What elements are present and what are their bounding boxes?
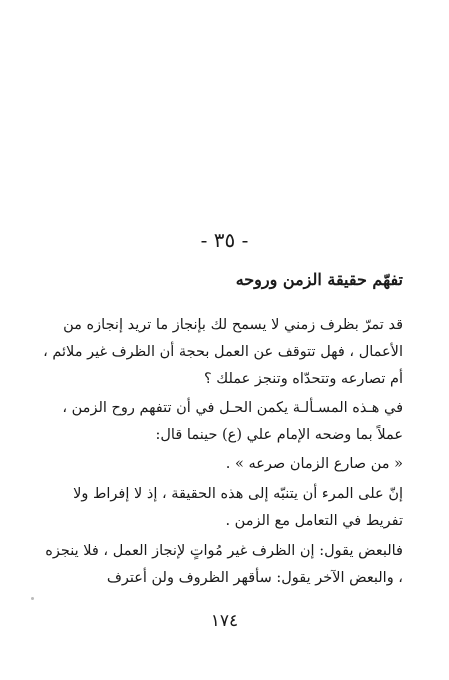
section-number: - ٣٥ -: [200, 228, 249, 252]
scan-dot: [31, 597, 34, 600]
quote-paragraph: « من صارع الزمان صرعه » .: [225, 456, 403, 472]
paragraph-5: فالبعض يقول: إن الظرف غير مُواتٍ لإنجاز العمل ، فلا ينجزه ، والبعض الآخر يقول: سأقهر الظروف ولن أعترف: [45, 543, 403, 586]
paragraph-4: إنّ على المرء أن يتنبّه إلى هذه الحقيقة ، إذ لا إفراط ولا تفريط في التعامل مع الزمن .: [73, 486, 403, 529]
section-heading: تفهّم حقيقة الزمن وروحه: [235, 270, 403, 289]
page-number: ١٧٤: [210, 611, 239, 631]
paragraph-1: قد تمرّ بظرف زمني لا يسمح لك بإنجاز ما تريد إنجازه من الأعمال ، فهل تتوقف عن العمل بحجة أن الظرف غير ملائم ، أم تصارعه وتتحدّاه وتنجز عملك ؟: [43, 317, 403, 387]
paragraph-2: في هـذه المسـألـة يكمن الحـل في أن تتفهم روح الزمن ، عملاً بما وضحه الإمام علي (ع) حينما قال:: [62, 400, 403, 443]
